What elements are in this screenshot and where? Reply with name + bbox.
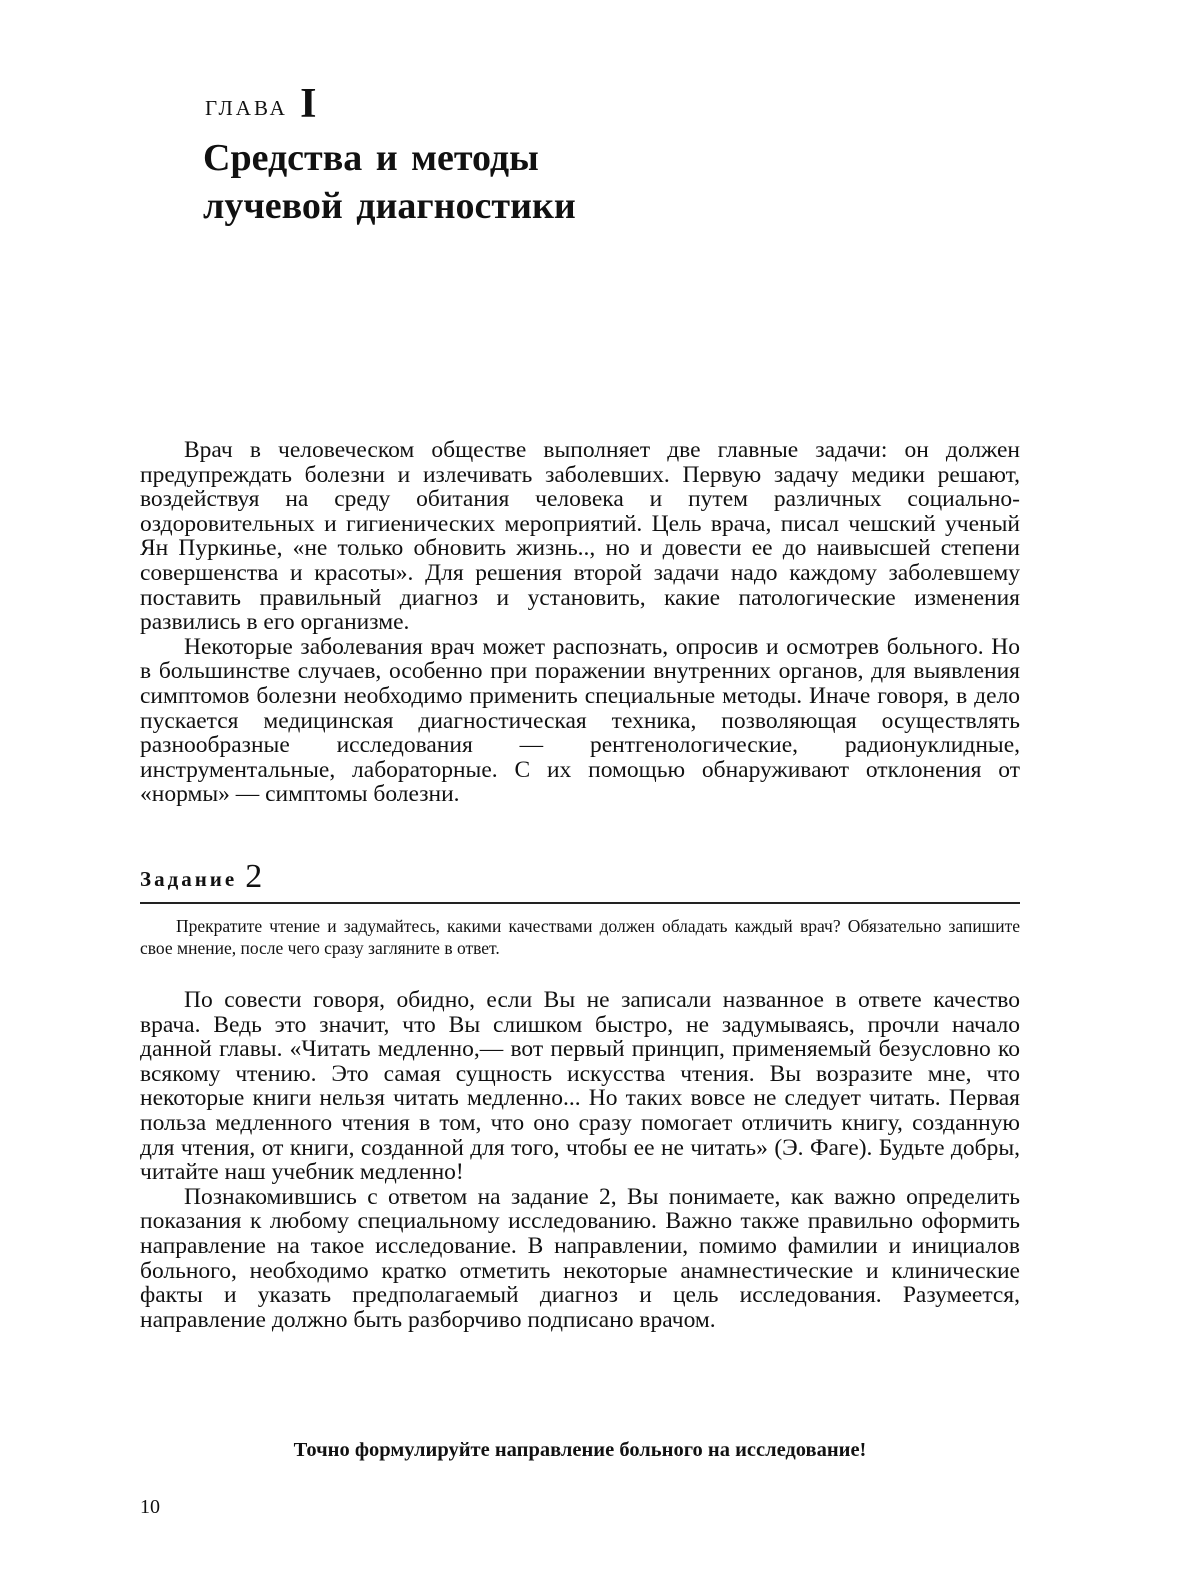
page-number: 10 [140, 1496, 160, 1518]
task-body [140, 915, 1020, 959]
chapter-heading [205, 80, 316, 128]
chapter-number: I [300, 81, 317, 127]
callout-text: Точно формулируйте направление больного на исследование! [293, 1439, 867, 1461]
intro-text [140, 438, 1020, 807]
answer-paragraph-1: По совести говоря, обидно, если Вы не записали названное в ответе качество врача. Ведь это значит, что Вы слишком быстро, не задумываясь, прочли начало данной главы. «Читать медленно,— вот первый принцип, применяемый безусловно ко всякому чтению. Это самая сущность искусства чтения. Вы возразите мне, что некоторые книги нельзя читать медленно... Но таких вовсе не следует читать. Первая польза медленного чтения в том, что оно сразу помогает отличить книгу, созданную для чтения, от книги, созданной для того, чтобы ее не читать» (Э. Фаге). Будьте добры, читайте наш учебник медленно! [140, 987, 1020, 1186]
answer-paragraph-2: Познакомившись с ответом на задание 2, Вы понимаете, как важно определить показания к любому специальному исследованию. Важно также правильно оформить направление на такое исследование. В направлении, помимо фамилии и инициалов больного, необходимо кратко отметить некоторые анамнестические и клинические факты и указать предполагаемый диагноз и цель исследования. Разумеется, направление должно быть разборчиво подписано врачом. [140, 1183, 1020, 1333]
intro-paragraph-1: Врач в человеческом обществе выполняет две главные задачи: он должен предупреждать болезни и излечивать заболевших. Первую задачу медики решают, воздействуя на среду обитания человека и путем различных социально-оздоровительных и гигиенических мероприятий. Цель врача, писал чешский ученый Ян Пуркинье, «не только обновить жизнь.., но и довести ее до наивысшей степени совершенства и красоты». Для решения второй задачи надо каждому заболевшему поставить правильный диагноз и установить, какие патологические изменения развились в его организме. [140, 437, 1020, 636]
intro-paragraph-2: Некоторые заболевания врач может распознать, опросив и осмотрев больного. Но в большинстве случаев, особенно при поражении внутренних органов, для выявления симптомов болезни необходимо применить специальные методы. Иначе говоря, в дело пускается медицинская диагностическая техника, позволяющая осуществлять разнообразные исследования — рентгенологические, радионуклидные, инструментальные, лабораторные. С их помощью обнаруживают отклонения от «нормы» — симптомы болезни. [140, 633, 1020, 808]
answer-text [140, 988, 1020, 1332]
task-divider [140, 902, 1020, 904]
task-text: Прекратите чтение и задумайтесь, какими качествами должен обладать каждый врач? Обязательно запишите свое мнение, после чего сразу загляните в ответ. [140, 916, 1020, 958]
chapter-title [203, 134, 903, 230]
task-label: Задание [140, 867, 238, 891]
chapter-label: ГЛАВА [205, 96, 288, 120]
chapter-title-line-1: Средства и методы [203, 137, 539, 179]
task-number: 2 [245, 858, 263, 895]
chapter-title-line-2: лучевой диагностики [203, 185, 576, 227]
task-heading [140, 858, 262, 896]
